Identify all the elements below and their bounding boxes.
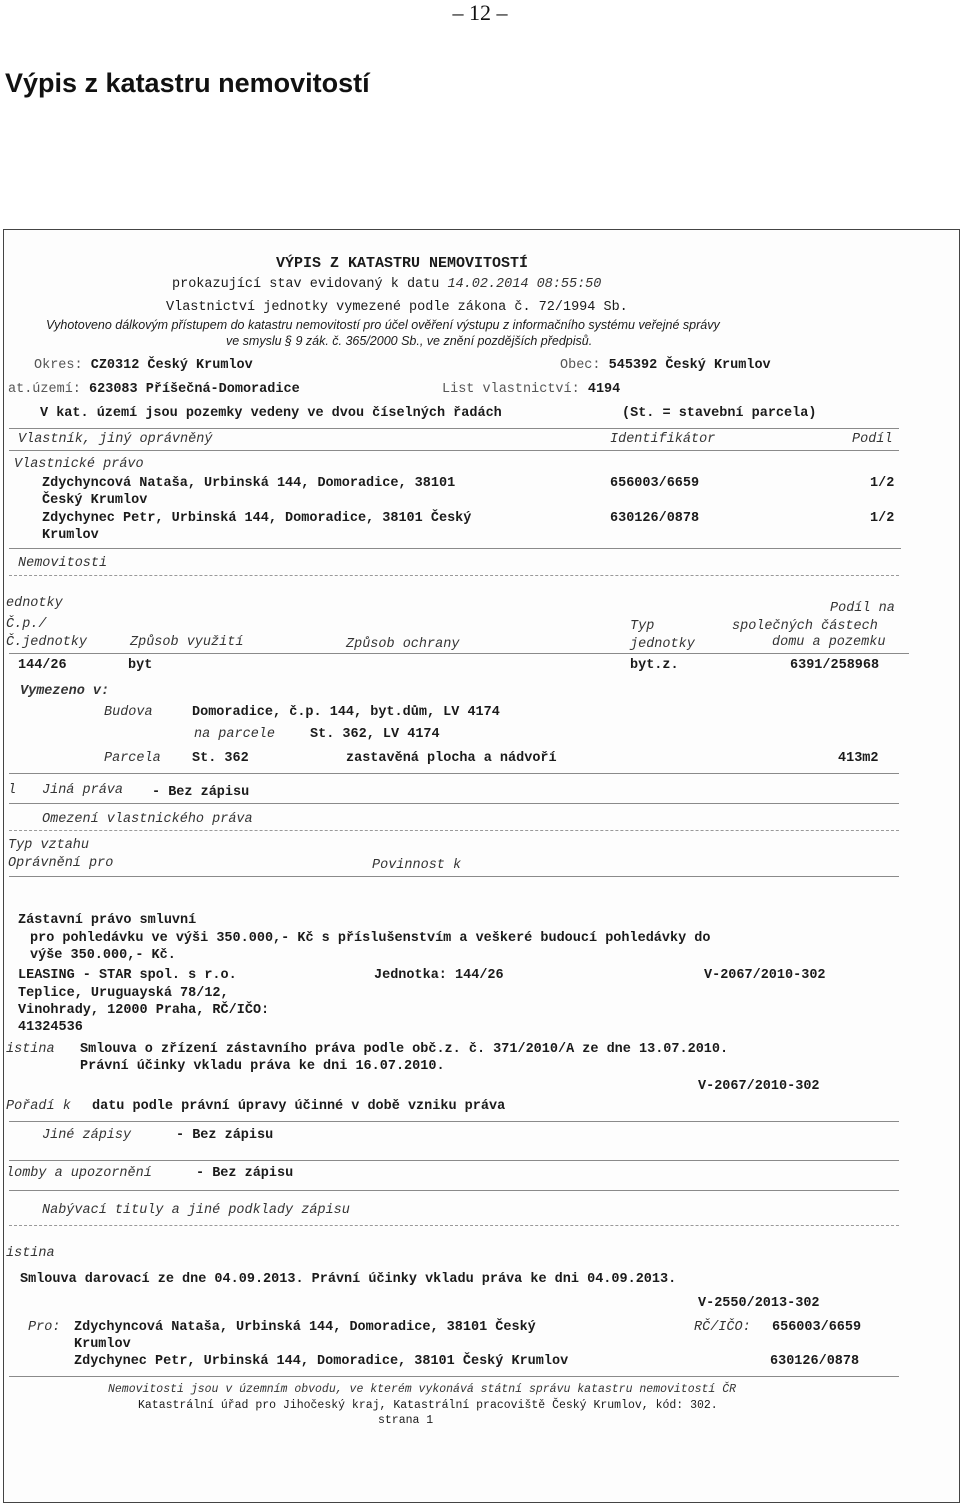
pro-id-label: RČ/IČO:: [694, 1320, 751, 1335]
parcela-desc: zastavěná plocha a nádvoří: [346, 751, 557, 766]
unit-hdr-jednotky: ednotky: [6, 596, 63, 611]
owner-2-line1: Zdychynec Petr, Urbinská 144, Domoradice, 38101 Český: [42, 511, 472, 526]
unit-hdr-protection: Způsob ochrany: [346, 637, 460, 652]
listina2-label: istina: [6, 1246, 55, 1261]
divider: [9, 1190, 899, 1191]
unit-number: 144/26: [18, 658, 67, 673]
footer-page: strana 1: [378, 1414, 434, 1427]
owner-1-share: 1/2: [870, 476, 895, 491]
parcela-value: St. 362: [192, 751, 249, 766]
listina-line1: Smlouva o zřízení zástavního práva podle obč.z. č. 371/2010/A ze dne 13.07.2010.: [80, 1042, 729, 1057]
budova-value: Domoradice, č.p. 144, byt.dům, LV 4174: [192, 705, 500, 720]
subtitle-date: 14.02.2014 08:55:50: [447, 277, 602, 292]
kuzemi-value: 623083 Příšečná-Domoradice: [89, 382, 300, 397]
obec-label: Obec:: [560, 358, 601, 373]
pro-line1: Zdychyncová Nataša, Urbinská 144, Domoradice, 38101 Český: [74, 1320, 536, 1335]
unit-hdr-share2: společných částech: [732, 619, 878, 634]
omezeni-label: Omezení vlastnického práva: [42, 812, 253, 827]
okres-value: CZ0312 Český Krumlov: [90, 358, 253, 373]
poradi-label: Pořadí k: [6, 1099, 71, 1114]
povinnost-k: Povinnost k: [372, 858, 462, 873]
typ-vztahu: Typ vztahu: [8, 838, 90, 853]
leasing-name: LEASING - STAR spol. s r.o.: [18, 968, 237, 983]
unit-hdr-use: Způsob využití: [130, 635, 244, 650]
jina-prava-marker: l: [8, 783, 17, 798]
divider: [9, 1376, 899, 1377]
pro-label: Pro:: [28, 1320, 61, 1335]
owner-2-share: 1/2: [870, 511, 895, 526]
kuzemi-label: at.území:: [8, 382, 81, 397]
doc-title: VÝPIS Z KATASTRU NEMOVITOSTÍ: [276, 255, 529, 272]
leasing-addr3: 41324536: [18, 1020, 83, 1035]
obec-row: [560, 358, 771, 373]
owners-col-owner: Vlastník, jiný oprávněný: [18, 432, 213, 447]
divider: [9, 773, 899, 774]
listina-line2: Právní účinky vkladu práva ke dni 16.07.2010.: [80, 1059, 445, 1074]
remote-line-2: ve smyslu § 9 zák. č. 365/2000 Sb., ve znění pozdějších předpisů.: [226, 334, 593, 348]
divider: [9, 1225, 899, 1226]
naparcele-value: St. 362, LV 4174: [310, 727, 440, 742]
poradi-value: datu podle právní úpravy účinné v době vzniku práva: [92, 1099, 506, 1114]
unit-type: byt.z.: [630, 658, 679, 673]
footer-line2: Katastrální úřad pro Jihočeský kraj, Katastrální pracoviště Český Krumlov, kód: 302.: [138, 1399, 718, 1412]
jine-zapisy-value: - Bez zápisu: [176, 1128, 274, 1143]
owner-1-line2: Český Krumlov: [42, 493, 148, 508]
zastav-line2: výše 350.000,- Kč.: [30, 948, 176, 963]
divider: [9, 803, 899, 804]
vymezeno-label: Vymezeno v:: [20, 684, 110, 699]
nabyvaci-label: Nabývací tituly a jiné podklady zápisu: [42, 1203, 350, 1218]
lv-row: [442, 382, 620, 397]
divider: [9, 450, 899, 451]
leasing-addr2: Vinohrady, 12000 Praha, RČ/IČO:: [18, 1003, 270, 1018]
divider: [9, 428, 899, 429]
owner-1-id: 656003/6659: [610, 476, 700, 491]
divider: [9, 548, 901, 549]
doc-subtitle: [172, 277, 601, 292]
naparcele-label: na parcele: [194, 727, 276, 742]
jina-prava-value: - Bez zápisu: [152, 785, 250, 800]
law-line: Vlastnictví jednotky vymezené podle zákona č. 72/1994 Sb.: [166, 300, 628, 315]
rady-line: V kat. území jsou pozemky vedeny ve dvou číselných řadách: [40, 406, 502, 421]
parcela-area: 413m2: [838, 751, 879, 766]
footer-line1: Nemovitosti jsou v územním obvodu, ve kterém vykonává státní správu katastru nemovitostí ČR: [108, 1383, 737, 1396]
lv-label: List vlastnictví:: [442, 382, 580, 397]
owner-2-line2: Krumlov: [42, 528, 99, 543]
lv-value: 4194: [587, 382, 621, 397]
owner-2-id: 630126/0878: [610, 511, 700, 526]
parcela-label: Parcela: [104, 751, 161, 766]
nemovitosti-section: Nemovitosti: [18, 556, 108, 571]
divider: [9, 575, 899, 576]
subtitle-prefix: prokazující stav evidovaný k datu: [172, 277, 440, 292]
pro-id-2: 630126/0878: [770, 1354, 860, 1369]
okres-row: [34, 358, 253, 373]
budova-label: Budova: [104, 705, 153, 720]
unit-hdr-share3: domu a pozemku: [772, 635, 886, 650]
leasing-ref: V-2067/2010-302: [704, 968, 826, 983]
okres-label: Okres:: [34, 358, 83, 373]
divider: [9, 830, 899, 831]
unit-hdr-share1: Podíl na: [830, 601, 895, 616]
pro-line2: Zdychynec Petr, Urbinská 144, Domoradice, 38101 Český Krumlov: [74, 1354, 569, 1369]
divider: [9, 1121, 899, 1122]
jina-prava-label: Jiná práva: [42, 783, 124, 798]
divider: [9, 653, 909, 654]
divider: [9, 1160, 899, 1161]
rady-note: (St. = stavební parcela): [622, 406, 817, 421]
zastav-line1: pro pohledávku ve výši 350.000,- Kč s příslušenstvím a veškeré budoucí pohledávky do: [30, 931, 711, 946]
unit-hdr-type1: Typ: [630, 619, 655, 634]
obec-value: 545392 Český Krumlov: [608, 358, 771, 373]
owner-1-line1: Zdychyncová Nataša, Urbinská 144, Domoradice, 38101: [42, 476, 456, 491]
owners-col-id: Identifikátor: [610, 432, 716, 447]
cadastre-extract-scan: [3, 229, 960, 1503]
zastav-title: Zástavní právo smluvní: [18, 913, 197, 928]
plomby-value: - Bez zápisu: [196, 1166, 294, 1181]
listina-ref: V-2067/2010-302: [698, 1079, 820, 1094]
listina-label: istina: [6, 1042, 55, 1057]
darovaci-line: Smlouva darovací ze dne 04.09.2013. Právní účinky vkladu práva ke dni 04.09.2013.: [20, 1272, 677, 1287]
leasing-unit: Jednotka: 144/26: [374, 968, 504, 983]
unit-hdr-type2: jednotky: [630, 637, 695, 652]
opravneni-pro: Oprávnění pro: [8, 856, 114, 871]
unit-hdr-cp: Č.p./: [6, 617, 47, 632]
unit-share: 6391/258968: [790, 658, 880, 673]
owners-section: Vlastnické právo: [14, 457, 144, 472]
pro-line1b: Krumlov: [74, 1337, 131, 1352]
kuzemi-row: [8, 382, 300, 397]
jine-zapisy-label: Jiné zápisy: [42, 1128, 132, 1143]
darovaci-ref: V-2550/2013-302: [698, 1296, 820, 1311]
remote-line-1: Vyhotoveno dálkovým přístupem do katastru nemovitostí pro účel ověření výstupu z informačního systému veřejné správy: [46, 318, 720, 332]
divider: [9, 876, 899, 877]
unit-use: byt: [128, 658, 153, 673]
page-heading: Výpis z katastru nemovitostí: [5, 68, 370, 98]
unit-hdr-cjed: Č.jednotky: [6, 635, 88, 650]
plomby-label: lomby a upozornění: [6, 1166, 152, 1181]
pro-id-1: 656003/6659: [772, 1320, 862, 1335]
leasing-addr1: Teplice, Uruguayská 78/12,: [18, 986, 229, 1001]
owners-col-share: Podíl: [852, 432, 893, 447]
page-number: – 12 –: [452, 0, 508, 25]
